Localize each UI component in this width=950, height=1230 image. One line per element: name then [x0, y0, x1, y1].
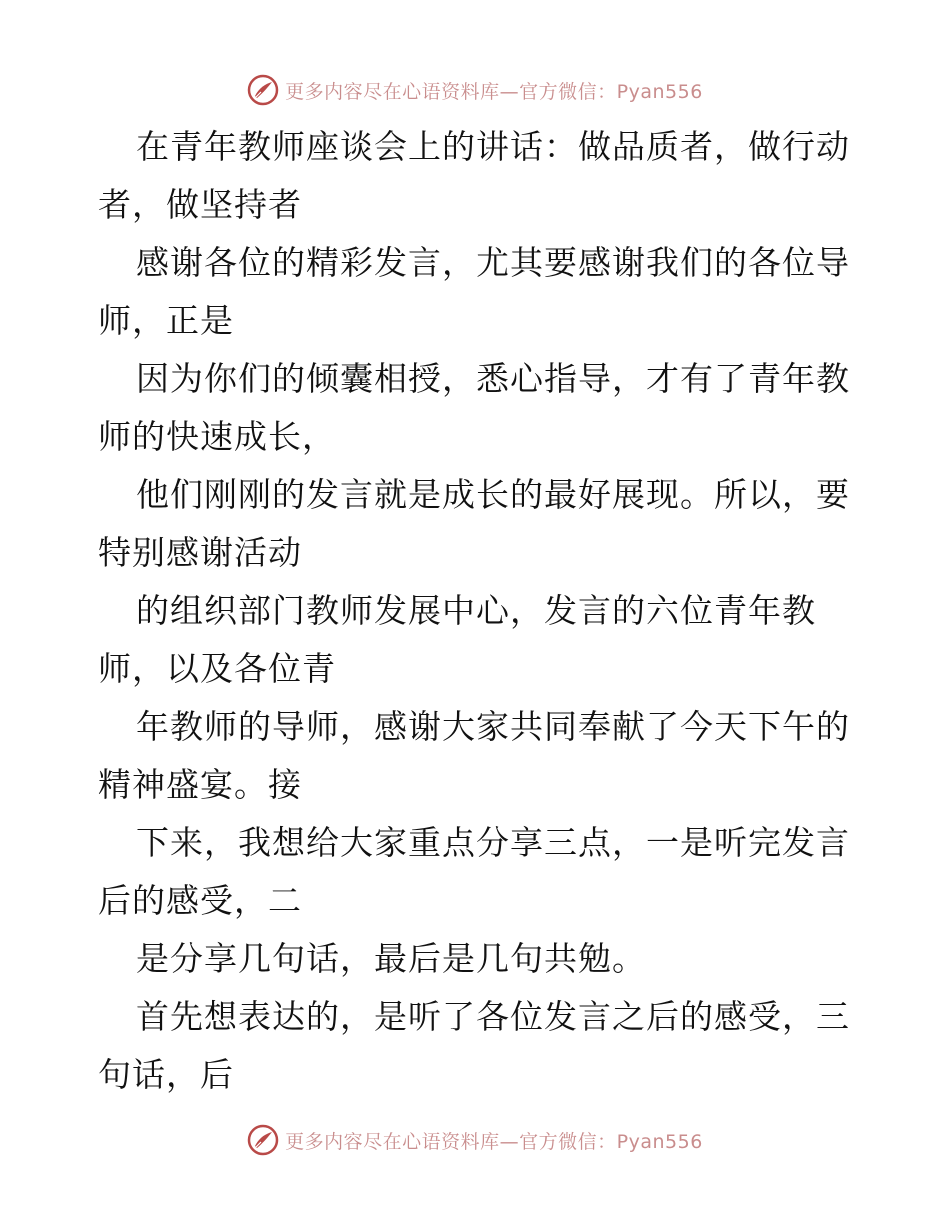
- paragraph: 下来，我想给大家重点分享三点，一是听完发言后的感受，二: [98, 823, 850, 920]
- paragraph: 年教师的导师，感谢大家共同奉献了今天下午的精神盛宴。接: [98, 707, 850, 804]
- paragraph: 他们刚刚的发言就是成长的最好展现。所以，要特别感谢活动: [98, 475, 850, 572]
- pen-logo-icon: [247, 1124, 279, 1156]
- paragraph: 是分享几句话，最后是几句共勉。: [136, 939, 646, 978]
- paragraph: 首先想表达的，是听了各位发言之后的感受，三句话，后: [98, 997, 850, 1094]
- document-body: [98, 118, 858, 1104]
- footer-banner: [0, 1120, 950, 1160]
- paragraph: 的组织部门教师发展中心，发言的六位青年教师，以及各位青: [98, 591, 816, 688]
- header-banner-text: 更多内容尽在心语资料库—官方微信：Pyan556: [285, 80, 703, 103]
- document-title: 在青年教师座谈会上的讲话：做品质者，做行动者，做坚持者: [98, 127, 850, 224]
- footer-banner-text: 更多内容尽在心语资料库—官方微信：Pyan556: [285, 1130, 703, 1153]
- paragraph: 因为你们的倾囊相授，悉心指导，才有了青年教师的快速成长，: [98, 359, 850, 456]
- paragraph: 感谢各位的精彩发言，尤其要感谢我们的各位导师，正是: [98, 243, 850, 340]
- pen-logo-icon: [247, 74, 279, 106]
- header-banner: [0, 70, 950, 110]
